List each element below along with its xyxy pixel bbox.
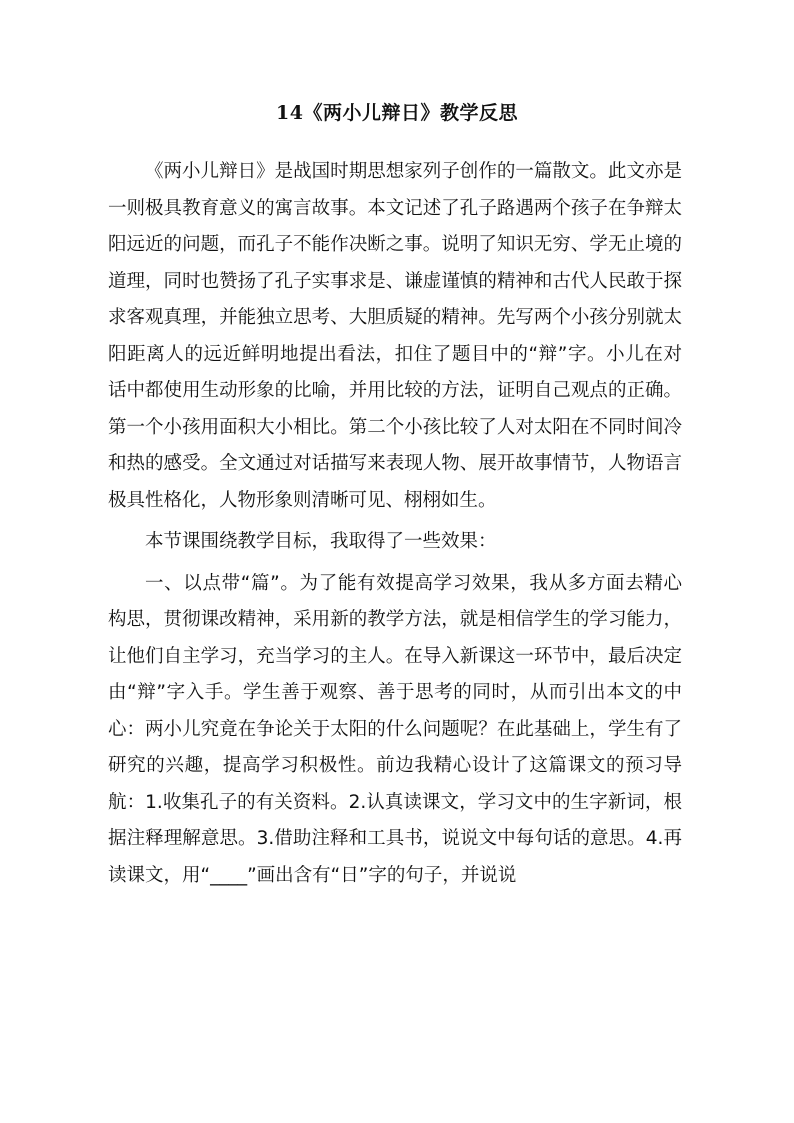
- paragraph-point-one: 一、以点带“篇”。为了能有效提高学习效果，我从多方面去精心构思，贯彻课改精神，采用新的教学方法，就是相信学生的学习能力，让他们自主学习，充当学习的主人。在导入新课这一环节中，最后决定由“辩”字入手。学生善于观察、善于思考的同时，从而引出本文的中心：两小儿究竟在争论关于太阳的什么问题呢？在此基础上，学生有了研究的兴趣，提高学习积极性。前边我精心设计了这篇课文的预习导航：1.收集孔子的有关资料。2.认真读课文，学习文中的生字新词，根据注释理解意思。3.借助注释和工具书，说说文中每句话的意思。4.再读课文，用“____”画出含有“日”字的句子，并说说: [108, 572, 682, 886]
- paragraph-effects-lead: 本节课围绕教学目标，我取得了一些效果：: [145, 531, 497, 552]
- document-body: [108, 154, 682, 894]
- document-title: 14《两小儿辩日》教学反思: [276, 102, 518, 124]
- paragraph-intro: 《两小儿辩日》是战国时期思想家列子创作的一篇散文。此文亦是一则极具教育意义的寓言故事。本文记述了孔子路遇两个孩子在争辩太阳远近的问题，而孔子不能作决断之事。说明了知识无穷、学无止境的道理，同时也赞扬了孔子实事求是、谦虚谨慎的精神和古代人民敢于探求客观真理，并能独立思考、大胆质疑的精神。先写两个小孩分别就太阳距离人的远近鲜明地提出看法，扣住了题目中的“辩”字。小儿在对话中都使用生动形象的比喻，并用比较的方法，证明自己观点的正确。第一个小孩用面积大小相比。第二个小孩比较了人对太阳在不同时间冷和热的感受。全文通过对话描写来表现人物、展开故事情节，人物语言极具性格化，人物形象则清晰可见、栩栩如生。: [108, 161, 682, 511]
